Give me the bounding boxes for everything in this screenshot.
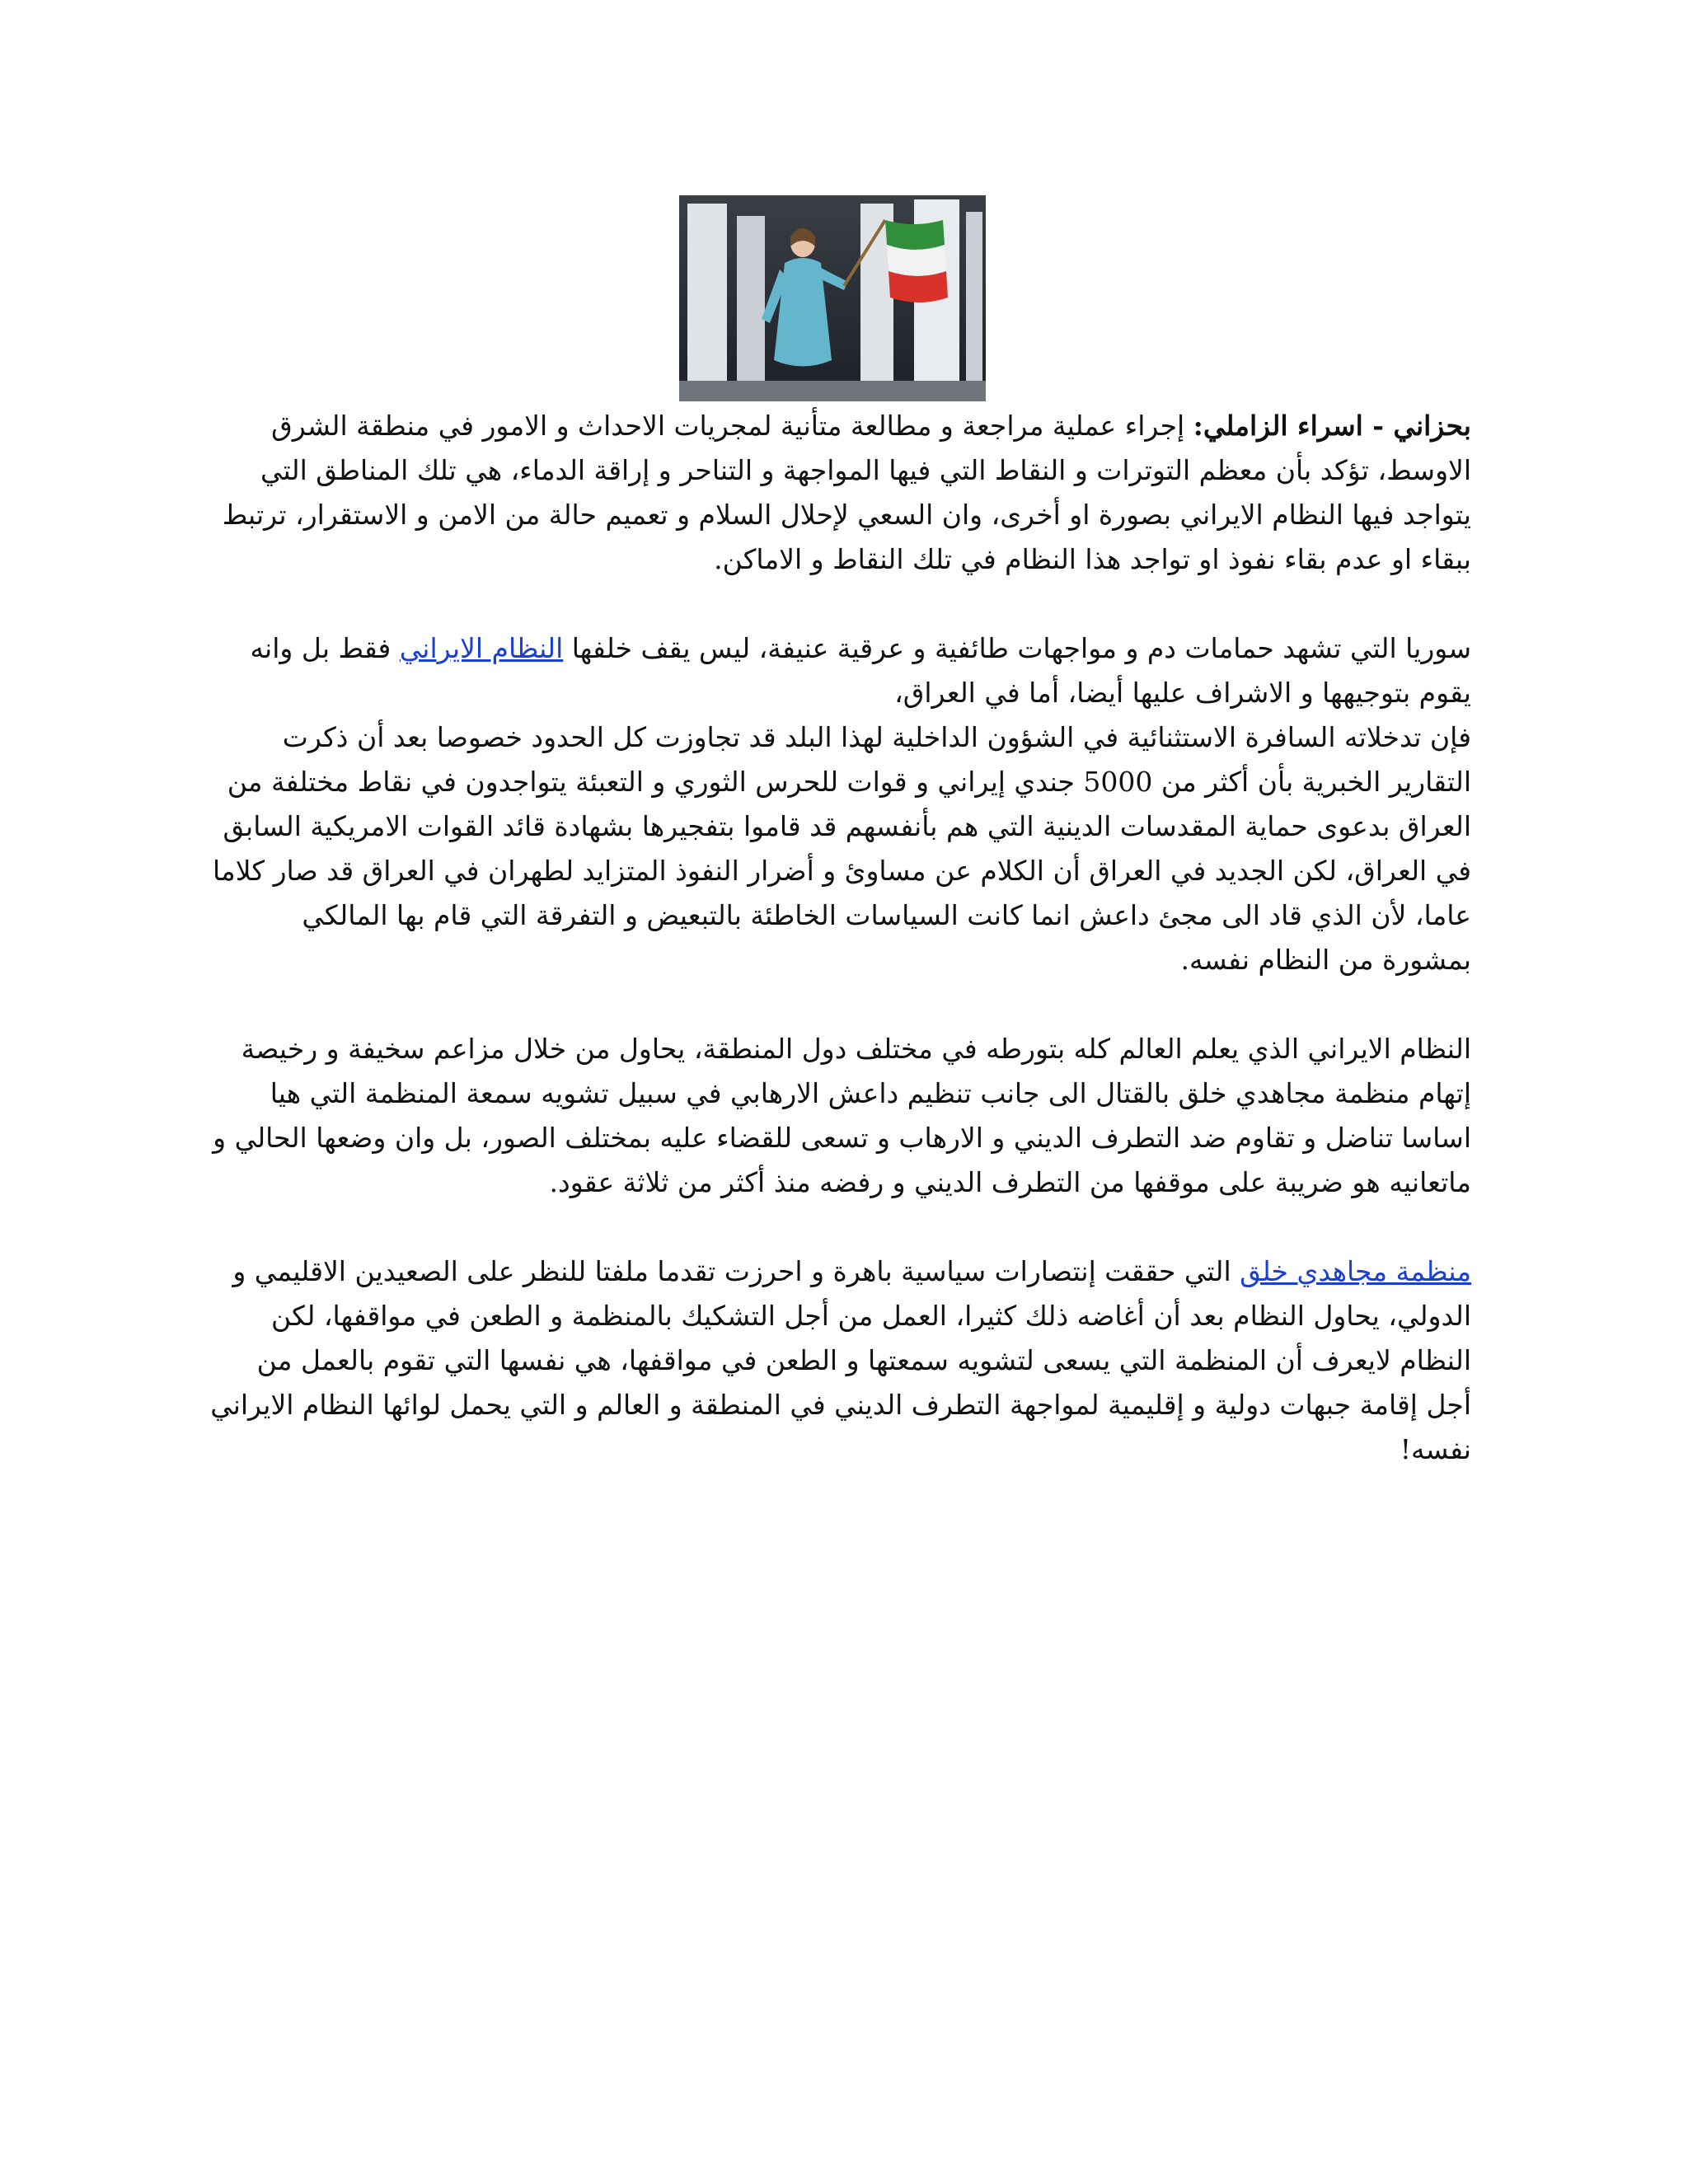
paragraph-iraq-text: فإن تدخلاته السافرة الاستثنائية في الشؤون الداخلية لهذا البلد قد تجاوزت كل الحدود خصوصا بعد أن ذكرت التقارير الخبرية بأن أكثر من 5000 جندي إيراني و قوات للحرس الثوري و التعبئة يتواجدون في نقاط مختلفة من العراق بدعوى حماية المقدسات الدينية التي هم بأنفسهم قد قاموا بتفجيرها بشهادة قائد القوات الامريكية السابق في العراق، لكن الجديد في العراق أن الكلام عن مساوئ و أضرار النفوذ المتزايد لطهران في العراق قد صار كلاما عاما، لأن الذي قاد الى مجئ داعش انما كانت السياسات الخاطئة بالتبعيض و التفرقة التي قام بها المالكي بمشورة من النظام نفسه. [212,721,1471,976]
paragraph-mek-text: التي حققت إنتصارات سياسية باهرة و احرزت تقدما ملفتا للنظر على الصعيدين الاقليمي و الدولي، يحاول النظام بعد أن أغاضه ذلك كثيرا، العمل من أجل التشكيك بالمنظمة و الطعن في مواقفها، لكن النظام لايعرف أن المنظمة التي يسعى لتشويه سمعتها و الطعن في مواقفها، هي نفسها التي تقوم بالعمل من أجل إقامة جبهات دولية و إقليمية لمواجهة التطرف الديني في المنطقة و العالم و التي يحمل لوائها النظام الايراني نفسه! [210,1255,1471,1465]
flag-photo-illustration [679,195,986,401]
link-iranian-regime[interactable]: النظام الايراني [399,632,564,664]
paragraph-mek [206,1249,1471,1472]
stage-column-2 [737,216,765,381]
paragraph-regime-claims [206,1027,1471,1205]
stage-column-1 [687,204,727,385]
link-mek[interactable]: منظمة مجاهدي خلق [1240,1255,1471,1287]
flag-stripe-green [885,220,945,250]
paragraph-iraq [206,715,1471,982]
paragraph-syria-text-end: فقط بل وانه يقوم بتوجيهها و الاشراف عليها أيضا، أما في العراق، [250,632,1471,709]
paragraph-intro-text: إجراء عملية مراجعة و مطالعة متأنية لمجريات الاحداث و الامور في منطقة الشرق الاوسط، تؤكد بأن معظم التوترات و النقاط التي فيها المواجهة و التناحر و إراقة الدماء، هي تلك المناطق التي يتواجد فيها النظام الايراني بصورة او أخرى، وان السعي لإحلال السلام و تعميم حالة من الامن و الاستقرار، ترتبط ببقاء او عدم بقاء نفوذ او تواجد هذا النظام في تلك النقاط و الاماكن. [222,410,1471,575]
paragraph-syria-text-start: سوريا التي تشهد حمامات دم و مواجهات طائفية و عرقية عنيفة، ليس يقف خلفها [563,632,1471,664]
article-body [206,404,1471,1472]
header-photo [679,195,986,401]
paragraph-regime-claims-text: النظام الايراني الذي يعلم العالم كله بتورطه في مختلف دول المنطقة، يحاول من خلال مزاعم سخيفة و رخيصة إتهام منظمة مجاهدي خلق بالقتال الى جانب تنظيم داعش الارهابي في سبيل تشويه سمعة المنظمة التي هيا اساسا تناضل و تقاوم ضد التطرف الديني و الارهاب و تسعى للقضاء عليه بمختلف الصور، بل وان وضعها الحالي و ماتعانيه هو ضريبة على موقفها من التطرف الديني و رفضه منذ أكثر من ثلاثة عقود. [213,1033,1471,1198]
paragraph-syria [206,626,1471,715]
byline: بحزاني - اسراء الزاملي: [1193,410,1471,442]
stage-column-5 [966,212,982,385]
paragraph-intro [206,404,1471,582]
